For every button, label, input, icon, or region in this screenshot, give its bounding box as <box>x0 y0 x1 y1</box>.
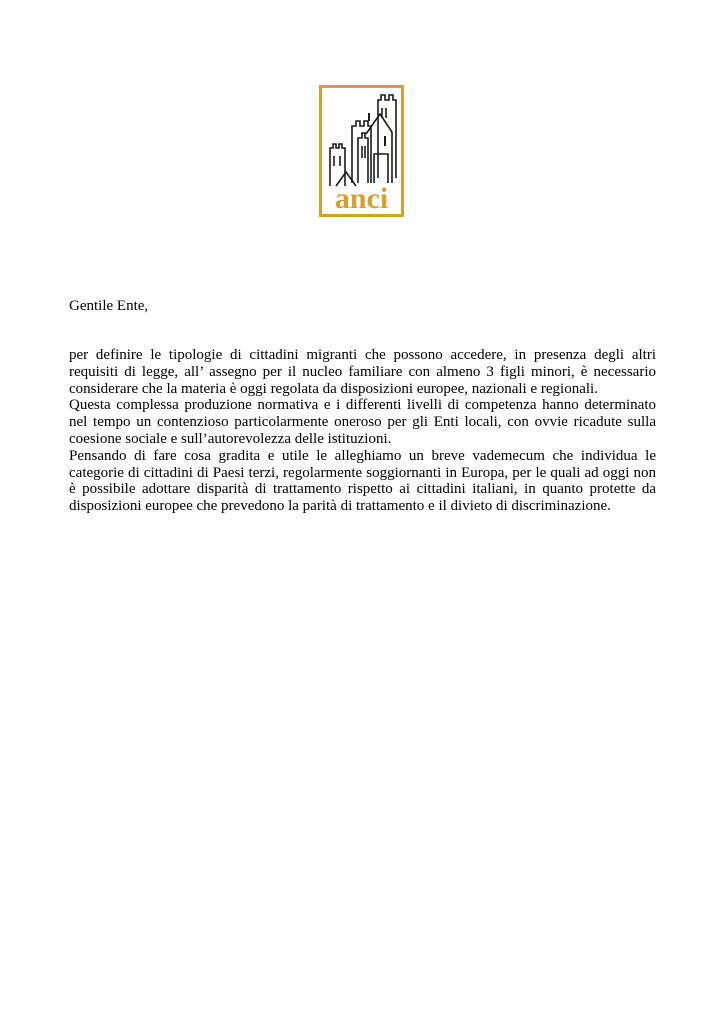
paragraph-2: Questa complessa produzione normativa e i differenti livelli di competenza hanno determinato nel tempo un contenzioso particolarmente oneroso per gli Enti locali, con ovvie ricadute sulla coesione sociale e sull’autorevolezza delle istituzioni. <box>69 397 656 447</box>
paragraph-1: per definire le tipologie di cittadini migranti che possono accedere, in presenza degli altri requisiti di legge, all’ assegno per il nucleo familiare con almeno 3 figli minori, è necessario considerare che la materia è oggi regolata da disposizioni europee, nazionali e regionali. <box>69 347 656 397</box>
logo-wordmark: anci <box>334 182 389 214</box>
paragraph-3: Pensando di fare cosa gradita e utile le alleghiamo un breve vademecum che individua le categorie di cittadini di Paesi terzi, regolarmente soggiornanti in Europa, per le quali ad oggi non è possibile adottare disparità di trattamento rispetto ai cittadini italiani, in quanto protette da disposizioni europee che prevedono la parità di trattamento e il divieto di discriminazione. <box>69 447 656 515</box>
letter-body <box>69 347 656 515</box>
anci-logo-mark <box>322 88 401 214</box>
anci-logo <box>319 85 404 217</box>
greeting: Gentile Ente, <box>69 298 149 314</box>
